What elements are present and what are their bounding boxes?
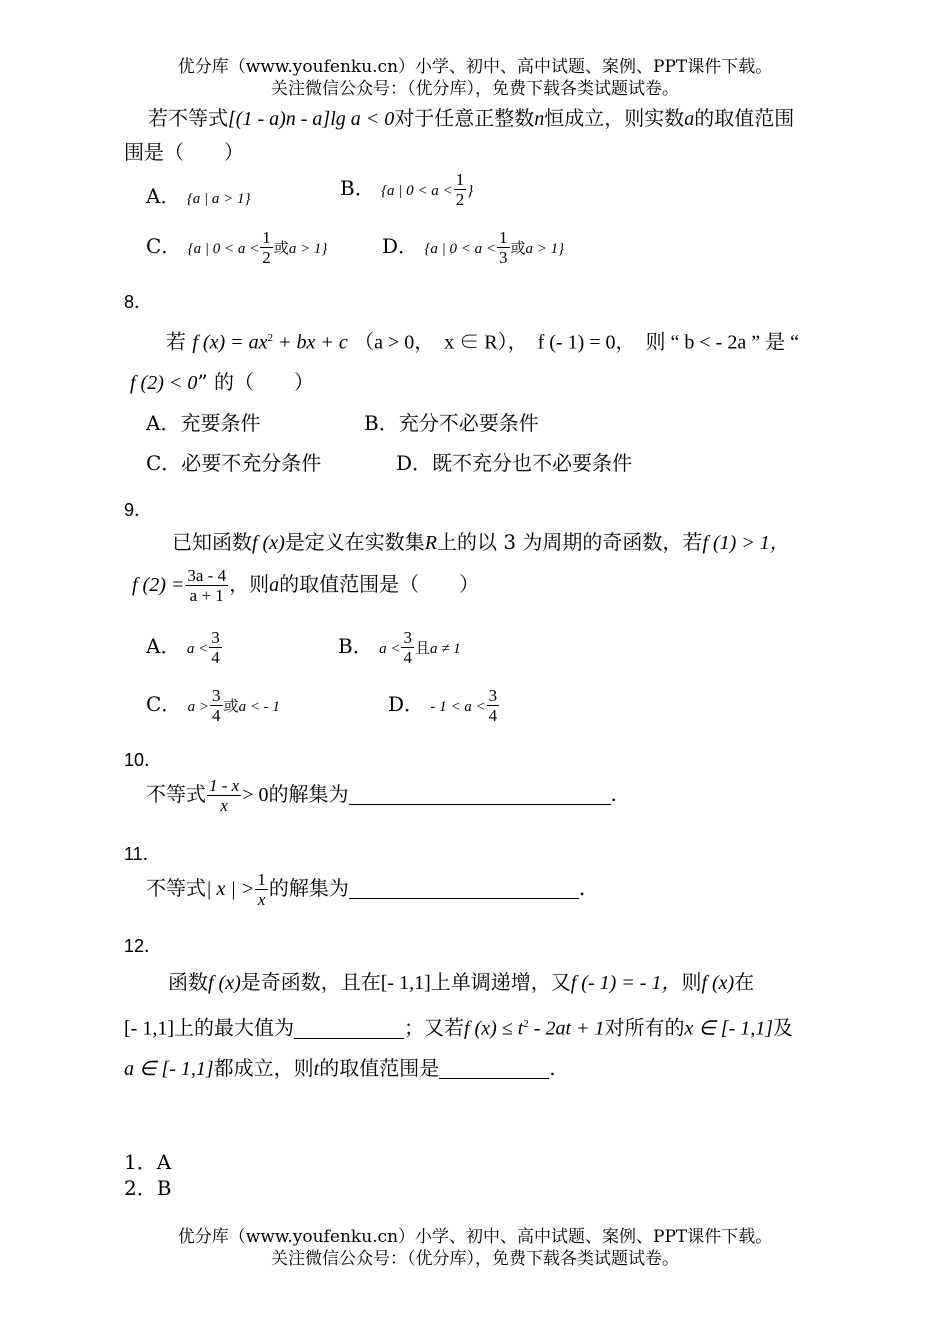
q9-var-a: a [269,574,280,596]
q7-option-d-post: a > 1} [525,241,565,257]
q12-line2-c: 对所有的 [604,1015,685,1040]
option-label: C． [146,234,182,258]
q8-stem-a: 若 [166,329,186,354]
q11-answer-blank[interactable] [349,878,579,899]
q7-stem-prefix: 若不等式 [148,106,228,130]
header-line-2: 关注微信公众号：（优分库），免费下载各类试题试卷。 [271,79,679,99]
q9-stem-fraction [185,566,228,605]
q9-option-c [146,686,280,725]
q9-option-a-fraction [209,628,222,667]
q12-line1-fx2: f (x) [701,972,735,994]
header-line-1: 优分库（www.youfenku.cn）小学、初中、高中试题、案例、PPT课件下载。 [177,57,773,77]
q12-line2-interval: [- 1,1] [124,1017,174,1040]
q9-stem-f2: f (2) = [132,574,185,596]
q9-stem-a: 已知函数 [172,530,252,554]
option-label: C． [146,692,182,716]
fraction-denominator: x [220,796,228,815]
q12-line1-c: 上单调递增，又 [430,970,571,994]
q9-option-b-and: 且 [414,639,430,657]
q12-line2-b: ；又若 [403,1015,464,1040]
q7-var-n: n [534,108,545,130]
q12-t-range-blank[interactable] [439,1058,549,1079]
q12-line1-b: 是奇函数，且在 [240,970,381,994]
fraction-numerator: 3 [212,686,221,705]
q9-option-c-fraction [210,686,223,725]
fraction-numerator: 1 [499,228,508,247]
fraction-numerator: 3 [488,686,498,705]
q9-option-b-pre: a < [379,641,401,657]
q7-option-a [146,184,251,211]
answer-2: 2．B [124,1176,172,1200]
q7-option-b-pre: {a | 0 < a < [381,183,453,199]
q9-option-b-fraction [401,628,414,667]
q12-line1-fx: f (x) [208,972,241,994]
q10-fraction [207,776,241,815]
option-label: A． [146,634,181,658]
footer-line-2: 关注微信公众号：（优分库），免费下载各类试题试卷。 [271,1249,679,1269]
q7-option-d-or: 或 [510,239,526,257]
q8-stem-line2 [130,370,314,395]
q7-option-a-math: {a | a > 1} [186,191,251,207]
fraction-numerator: 1 [455,170,465,189]
q12-line2-inequality2: - 2at + 1 [528,1017,605,1040]
fraction-numerator: 3a - 4 [187,566,227,585]
q11-stem-end: . [578,876,586,900]
q12-line3 [124,1056,556,1081]
q8-stem-condition: （a > 0， x ∈ R）， f (- 1) = 0， 则 “ b < - 2a ” 是 “ [354,331,799,354]
q7-option-b-post: } [467,183,474,199]
q7-option-c-pre: {a | 0 < a < [187,241,260,257]
q9-stem-line2 [132,566,479,605]
q9-stem-b: 是定义在实数集 [284,530,425,554]
q10-stem-a: 不等式 [146,782,206,806]
q12-line3-t: t [313,1058,320,1080]
q9-option-d-pre: - 1 < a < [430,699,486,715]
q8-number: 8． [124,292,153,312]
q8-stem-f2: + bx + c [273,331,348,354]
q9-stem-line1 [172,530,790,555]
q7-option-c [146,228,327,267]
q8-f2-condition: f (2) < 0 [130,372,198,394]
option-label: D． [388,692,425,716]
q9-option-c-post: a < - 1 [238,699,280,715]
q7-option-b-fraction [454,170,467,209]
fraction-numerator: 1 [257,870,266,889]
q9-option-d-fraction [487,686,500,725]
q9-option-b [338,628,461,667]
q12-line2-x: x ∈ [- 1,1] [684,1017,774,1040]
q9-option-b-post: a ≠ 1 [429,641,461,657]
q10-stem [146,776,617,815]
q7-var-a: a [684,108,695,130]
fraction-denominator: x [257,890,266,909]
fraction-denominator: 4 [488,706,498,725]
q12-line1-a: 函数 [168,970,208,994]
fraction-numerator: 3 [403,628,412,647]
q11-stem [146,870,585,909]
q12-line3-c: 的取值范围是 [319,1056,440,1080]
option-label: D． [382,234,419,258]
q9-stem-d: ，则 [229,572,270,596]
q8-stem-line2-text: ” 的（ ） [197,370,314,394]
q11-stem-c: 的解集为 [268,876,349,900]
q8-option-d: D．既不充分也不必要条件 [396,451,633,475]
q12-line1 [168,970,754,995]
q8-option-b: B．充分不必要条件 [364,411,539,435]
q12-line1-interval: [- 1,1] [380,972,431,994]
q9-option-c-pre: a > [187,699,210,715]
q12-line3-b: 都成立，则 [213,1056,314,1080]
fraction-denominator: 4 [403,648,412,667]
q8-exponent: 2 [267,332,273,344]
q12-line3-end: . [549,1056,556,1080]
fraction-numerator: 3 [211,628,220,647]
q7-option-c-or: 或 [273,239,289,257]
option-label: A． [146,184,181,208]
q9-stem-r: R [424,532,437,554]
q12-line1-d: 则 [681,970,702,994]
q7-stem-mid2: 恒成立，则实数 [544,106,685,130]
q9-stem-f1: f (1) > 1， [702,532,790,554]
q7-stem-mid: 对于任意正整数 [394,106,535,130]
fraction-denominator: a + 1 [189,586,224,605]
fraction-numerator: 1 [262,228,271,247]
q8-option-c: C．必要不充分条件 [146,451,322,475]
q10-stem-end: . [610,782,617,806]
fraction-denominator: 4 [211,648,220,667]
q7-option-d-pre: {a | 0 < a < [424,241,497,257]
fraction-numerator: 1 - x [209,776,240,795]
answer-1: 1．A [124,1150,172,1174]
q12-line2-a: 上的最大值为 [173,1015,294,1040]
q12-exponent: 2 [523,1018,529,1030]
fraction-denominator: 4 [212,706,221,725]
q9-stem-e: 的取值范围是（ ） [279,572,480,596]
q8-stem-f: f (x) = ax [192,331,268,354]
q7-option-b [340,170,473,209]
q8-stem-line1 [166,326,799,355]
q10-stem-b: > 0 [242,784,269,806]
q9-stem-fx: f (x) [252,532,285,554]
q7-option-d-fraction [497,228,510,267]
q10-stem-c: 的解集为 [268,782,349,806]
q12-line2 [124,1012,793,1041]
q9-option-c-or: 或 [223,697,239,715]
q7-option-c-fraction [260,228,273,267]
q12-number: 12． [124,936,163,956]
footer-line-1: 优分库（www.youfenku.cn）小学、初中、高中试题、案例、PPT课件下载。 [177,1227,773,1247]
q10-number: 10． [124,750,163,770]
q11-stem-a: 不等式 [146,876,206,900]
fraction-denominator: 3 [499,248,508,267]
q11-fraction [255,870,268,909]
q11-number: 11． [124,844,161,864]
q9-option-d [388,686,500,725]
q12-line1-f: f (- 1) = - 1， [570,972,682,994]
fraction-denominator: 2 [262,248,271,267]
q7-stem-line1 [148,106,794,131]
option-label: B． [340,176,375,200]
q12-line2-d: 及 [773,1015,794,1040]
option-label: B． [338,634,373,658]
q12-line3-a: a ∈ [- 1,1] [124,1058,214,1080]
q7-option-d [382,228,564,267]
q7-option-c-post: a > 1} [288,241,328,257]
q12-line2-inequality: f (x) ≤ t [463,1017,524,1040]
q7-stem-line2: 围是（ ） [124,140,244,164]
q10-answer-blank[interactable] [349,784,611,805]
q9-option-a-pre: a < [186,641,209,657]
q12-max-value-blank[interactable] [294,1018,404,1039]
q11-stem-abs: | x | > [206,878,255,900]
fraction-denominator: 2 [455,190,465,209]
q7-stem-suffix: 的取值范围 [694,106,795,130]
q7-stem-math: [(1 - a)n - a]lg a < 0 [228,108,395,130]
q12-line1-e: 在 [734,970,755,994]
q8-option-a: A．充要条件 [146,411,261,435]
q9-number: 9． [124,500,153,520]
q9-option-a [146,628,223,667]
q9-stem-c: 上的以 3 为周期的奇函数，若 [436,530,703,554]
